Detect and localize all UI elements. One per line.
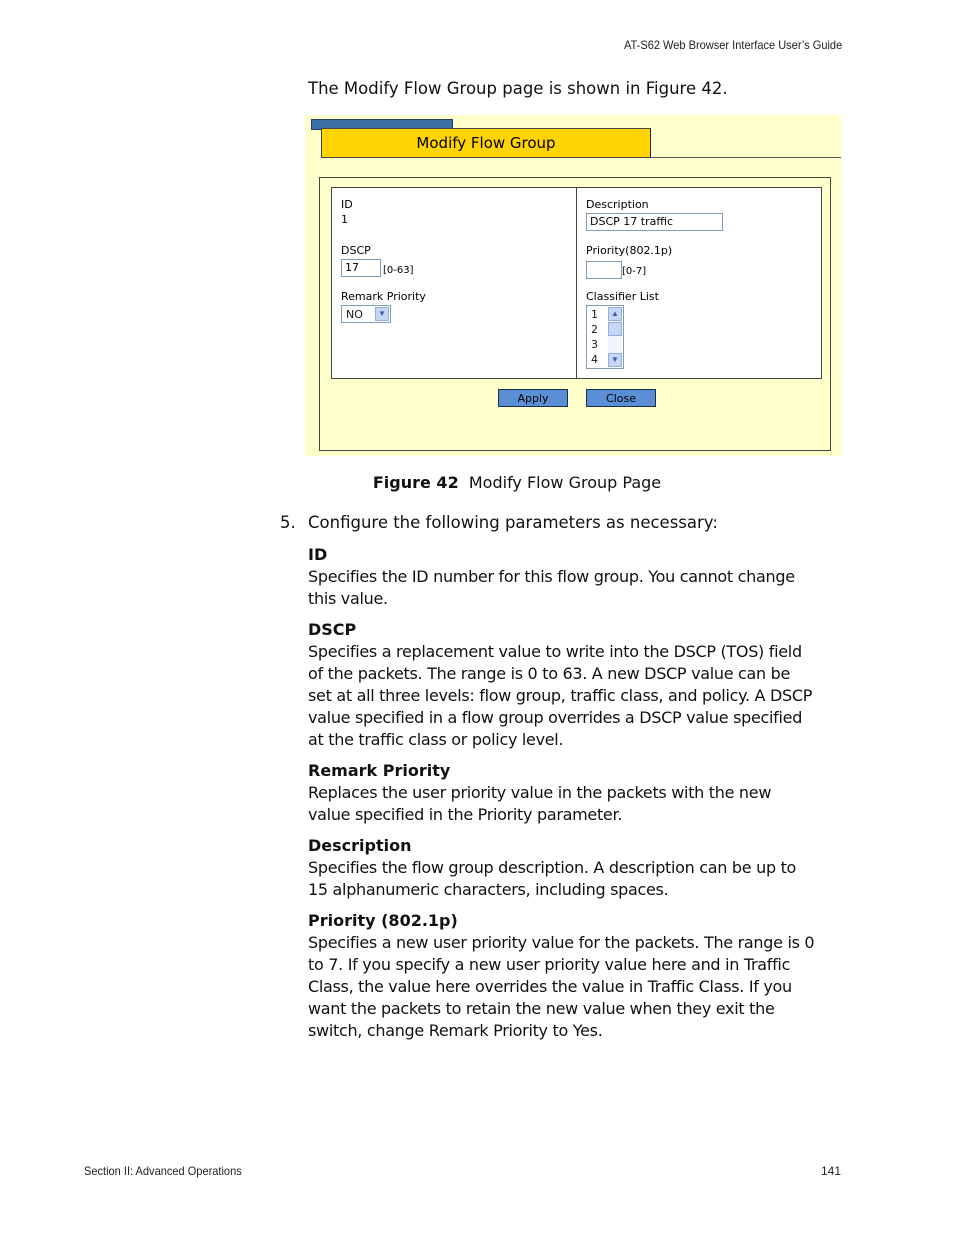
figure-title-rule bbox=[651, 157, 841, 158]
figure-column-divider bbox=[576, 188, 577, 378]
definition-item bbox=[308, 835, 818, 901]
classifier-option[interactable]: 3 bbox=[591, 338, 598, 351]
id-value: 1 bbox=[341, 213, 348, 226]
definition-term: Priority (802.1p) bbox=[308, 911, 458, 930]
definition-term: Remark Priority bbox=[308, 761, 451, 780]
classifier-option[interactable]: 2 bbox=[591, 323, 598, 336]
figure-modify-flow-group bbox=[305, 115, 841, 456]
definition-item bbox=[308, 910, 818, 1042]
chevron-down-icon[interactable]: ▼ bbox=[608, 353, 622, 367]
classifier-list-label: Classifier List bbox=[586, 290, 659, 303]
figure-form-frame bbox=[319, 177, 831, 451]
figure-page-title: Modify Flow Group bbox=[321, 128, 651, 158]
dscp-range: [0-63] bbox=[383, 265, 414, 276]
dscp-label: DSCP bbox=[341, 244, 371, 257]
definition-term: ID bbox=[308, 545, 328, 564]
classifier-option[interactable]: 4 bbox=[591, 353, 598, 366]
intro-paragraph: The Modify Flow Group page is shown in Figure 42. bbox=[308, 79, 728, 98]
apply-button[interactable]: Apply bbox=[498, 389, 568, 407]
step-text: Configure the following parameters as necessary: bbox=[308, 513, 718, 532]
figure-caption-text: Modify Flow Group Page bbox=[468, 473, 662, 492]
definition-text: Replaces the user priority value in the packets with the new value specified in the Priority parameter. bbox=[308, 783, 772, 824]
remark-priority-select[interactable] bbox=[341, 305, 391, 323]
running-header: AT-S62 Web Browser Interface User’s Guide bbox=[623, 38, 842, 52]
definition-text: Specifies the ID number for this flow group. You cannot change this value. bbox=[308, 567, 795, 608]
scrollbar-thumb[interactable] bbox=[608, 322, 622, 336]
step-number: 5. bbox=[280, 513, 296, 532]
chevron-up-icon[interactable]: ▲ bbox=[608, 307, 622, 321]
footer-page-number: 141 bbox=[820, 1164, 841, 1178]
definition-item bbox=[308, 619, 818, 751]
chevron-down-icon[interactable]: ▼ bbox=[375, 307, 389, 321]
figure-caption bbox=[0, 473, 954, 492]
dscp-input[interactable]: 17 bbox=[341, 259, 381, 277]
close-button[interactable]: Close bbox=[586, 389, 656, 407]
procedure-step bbox=[280, 513, 718, 532]
priority-range: [0-7] bbox=[622, 266, 647, 277]
definition-text: Specifies a new user priority value for the packets. The range is 0 to 7. If you specify a new user priority value here and in Traffic Class, the value here overrides the value in Traffic Class. If you want the packets to retain the new value when they exit the switch, change Remark Priority to Yes. bbox=[308, 933, 815, 1040]
figure-form-panel bbox=[331, 187, 822, 379]
definition-text: Specifies the flow group description. A description can be up to 15 alphanumeric characters, including spaces. bbox=[308, 858, 797, 899]
classifier-list[interactable] bbox=[586, 305, 624, 369]
classifier-scrollbar[interactable] bbox=[608, 307, 622, 367]
parameter-definitions bbox=[308, 544, 818, 1051]
priority-label: Priority(802.1p) bbox=[586, 244, 673, 257]
id-label: ID bbox=[341, 198, 353, 211]
remark-priority-selected: NO bbox=[346, 308, 363, 321]
priority-input[interactable] bbox=[586, 261, 622, 279]
definition-term: DSCP bbox=[308, 620, 357, 639]
definition-item bbox=[308, 760, 818, 826]
definition-text: Specifies a replacement value to write into the DSCP (TOS) field of the packets. The range is 0 to 63. A new DSCP value can be set at all three levels: flow group, traffic class, and policy. A DSCP value specified in a flow group overrides a DSCP value specified at the traffic class or policy level. bbox=[308, 642, 813, 749]
footer-section: Section II: Advanced Operations bbox=[84, 1164, 242, 1178]
classifier-option[interactable]: 1 bbox=[591, 308, 598, 321]
definition-item bbox=[308, 544, 818, 610]
description-label: Description bbox=[586, 198, 649, 211]
remark-priority-label: Remark Priority bbox=[341, 290, 426, 303]
description-input[interactable]: DSCP 17 traffic bbox=[586, 213, 723, 231]
definition-term: Description bbox=[308, 836, 412, 855]
figure-caption-number: Figure 42 bbox=[372, 473, 459, 492]
